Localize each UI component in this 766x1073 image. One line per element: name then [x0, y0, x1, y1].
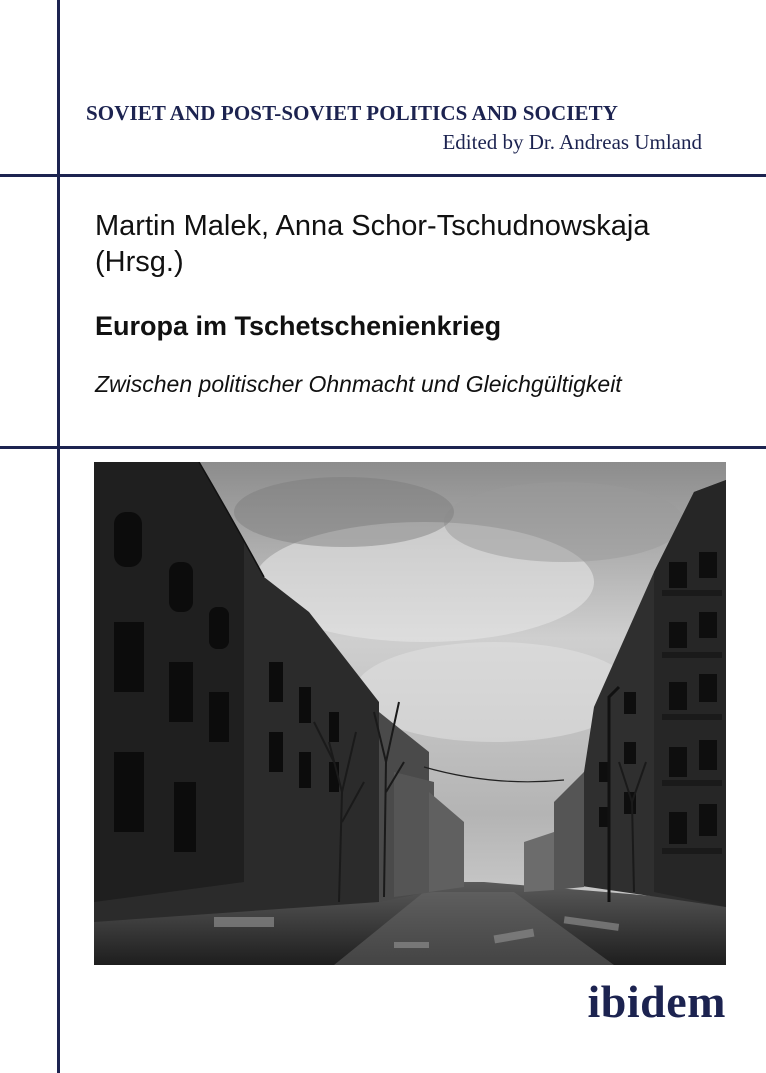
authors-role: (Hrsg.)	[95, 246, 184, 278]
publisher-logo: ibidem	[587, 976, 726, 1027]
cover-rule-top	[0, 174, 766, 177]
series-title: SOVIET AND POST-SOVIET POLITICS AND SOCIETY	[86, 101, 619, 125]
book-title: Europa im Tschetschenienkrieg	[95, 311, 502, 341]
cover-rule-middle	[0, 446, 766, 449]
cover-photo	[94, 462, 726, 965]
cover-vertical-rule	[57, 0, 60, 1073]
series-editor: Edited by Dr. Andreas Umland	[442, 130, 702, 154]
book-authors	[95, 208, 735, 280]
authors-names: Martin Malek, Anna Schor-Tschudnowskaja	[95, 210, 650, 242]
book-subtitle: Zwischen politischer Ohnmacht und Gleichgültigkeit	[95, 371, 622, 397]
